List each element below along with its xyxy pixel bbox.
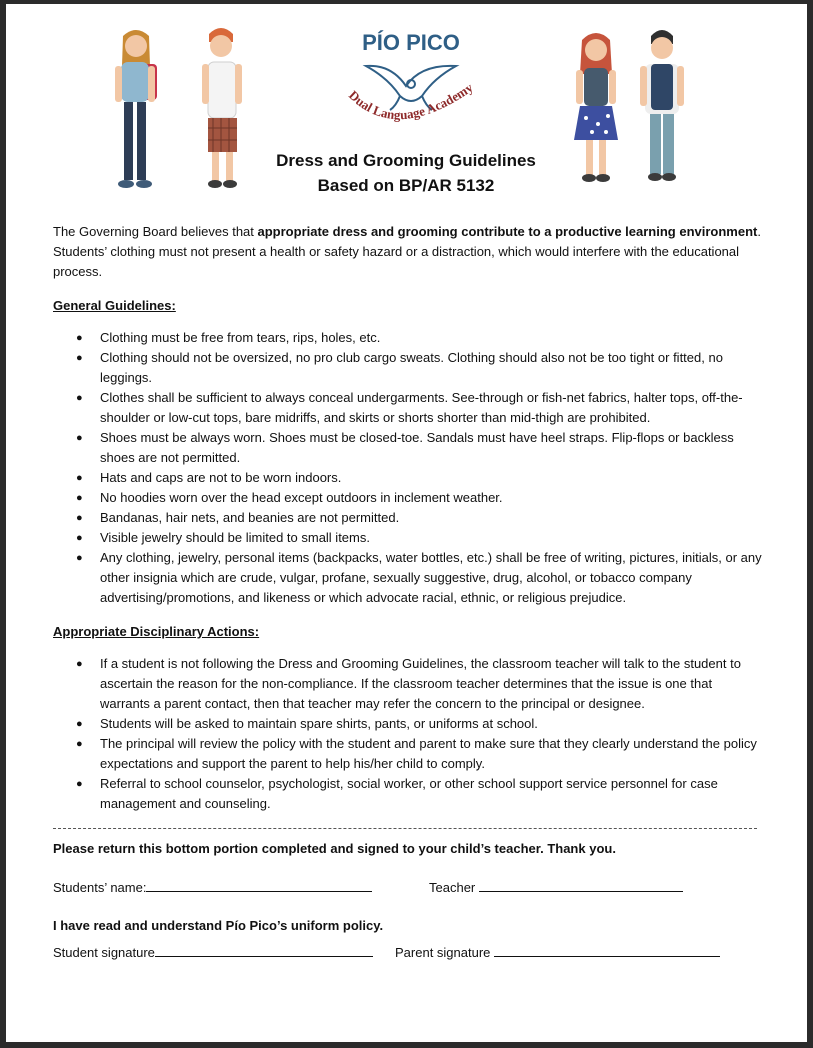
logo-tagline: Dual Language Academy (345, 79, 476, 123)
disciplinary-actions-list (53, 654, 765, 814)
disciplinary-actions-heading: Appropriate Disciplinary Actions: (53, 624, 260, 639)
teacher-label: Teacher (429, 880, 476, 895)
student-girl-backpack-illustration (106, 26, 166, 192)
list-item: ● Bandanas, hair nets, and beanies are not permitted. (53, 508, 765, 528)
document-body (53, 222, 765, 963)
student-signature-field[interactable] (53, 942, 395, 963)
document-page (6, 4, 807, 1042)
student-signature-blank[interactable] (155, 942, 373, 957)
student-girl-star-skirt-illustration (566, 28, 626, 186)
list-item: ● Clothing should not be oversized, no pro club cargo sweats. Clothing should also not be too tight or fitted, no leggings. (53, 348, 765, 388)
policy-acknowledgement: I have read and understand Pío Pico’s uniform policy. (53, 918, 384, 933)
cut-line-divider (53, 828, 757, 829)
student-boy-vest-illustration (632, 24, 692, 186)
intro-paragraph: The Governing Board believes that appropriate dress and grooming contribute to a productive learning environment. Students’ clothing must not present a health or safety hazard or a distraction, which would interfere with the educational process. (53, 224, 761, 279)
student-boy-plaid-shorts-illustration (191, 22, 251, 192)
list-item: ● Students will be asked to maintain spare shirts, pants, or uniforms at school. (53, 714, 765, 734)
list-item: ● Visible jewelry should be limited to small items. (53, 528, 765, 548)
list-item: ● Any clothing, jewelry, personal items (backpacks, water bottles, etc.) shall be free of writing, pictures, initials, or any other insignia which are crude, vulgar, profane, sexually suggestive, drug, alcohol, or tobacco company advertising/promotions, and likeness or which advocate racial, ethnic, or religious prejudice. (53, 548, 765, 608)
logo-name: PÍO PICO (362, 30, 460, 55)
list-item: ● Referral to school counselor, psychologist, social worker, or other school support service personnel for case management and counseling. (53, 774, 765, 814)
student-name-field[interactable] (53, 877, 429, 898)
teacher-blank[interactable] (479, 877, 683, 892)
list-item: ● No hoodies worn over the head except outdoors in inclement weather. (53, 488, 765, 508)
student-signature-label: Student signature (53, 945, 155, 960)
list-item: ● Hats and caps are not to be worn indoors. (53, 468, 765, 488)
student-name-label: Students’ name: (53, 880, 147, 895)
list-item: ● Shoes must be always worn. Shoes must be closed-toe. Sandals must have heel straps. Flip-flops or backless shoes are not permitted. (53, 428, 765, 468)
parent-signature-field[interactable] (395, 942, 720, 963)
teacher-field[interactable] (429, 877, 683, 898)
school-logo (336, 26, 486, 136)
parent-signature-blank[interactable] (494, 942, 720, 957)
student-name-blank[interactable] (146, 877, 372, 892)
list-item: ● If a student is not following the Dress and Grooming Guidelines, the classroom teacher will talk to the student to ascertain the reason for the non-compliance. If the classroom teacher determines that the issue is one that warrants a parent contact, then that teacher may refer the concern to the principal or designee. (53, 654, 765, 714)
list-item: ● Clothing must be free from tears, rips, holes, etc. (53, 328, 765, 348)
general-guidelines-list (53, 328, 765, 608)
list-item: ● Clothes shall be sufficient to always conceal undergarments. See-through or fish-net fabrics, halter tops, off-the-shoulder or low-cut tops, bare midriffs, and skirts or shorts shorter than mid-thigh are prohibited. (53, 388, 765, 428)
name-teacher-row (53, 877, 765, 898)
parent-signature-label: Parent signature (395, 945, 491, 960)
signature-row (53, 942, 765, 963)
intro-bold-statement: appropriate dress and grooming contribute to a productive learning environment (257, 224, 758, 239)
title-line-1: Dress and Grooming Guidelines (276, 151, 536, 170)
return-instruction: Please return this bottom portion completed and signed to your child’s teacher. Thank you. (53, 841, 616, 856)
header (6, 4, 807, 214)
title-line-2: Based on BP/AR 5132 (317, 176, 495, 195)
list-item: ● The principal will review the policy with the student and parent to make sure that they clearly understand the policy expectations and support the parent to help his/her child to comply. (53, 734, 765, 774)
general-guidelines-heading: General Guidelines: (53, 298, 176, 313)
document-title (246, 148, 566, 198)
